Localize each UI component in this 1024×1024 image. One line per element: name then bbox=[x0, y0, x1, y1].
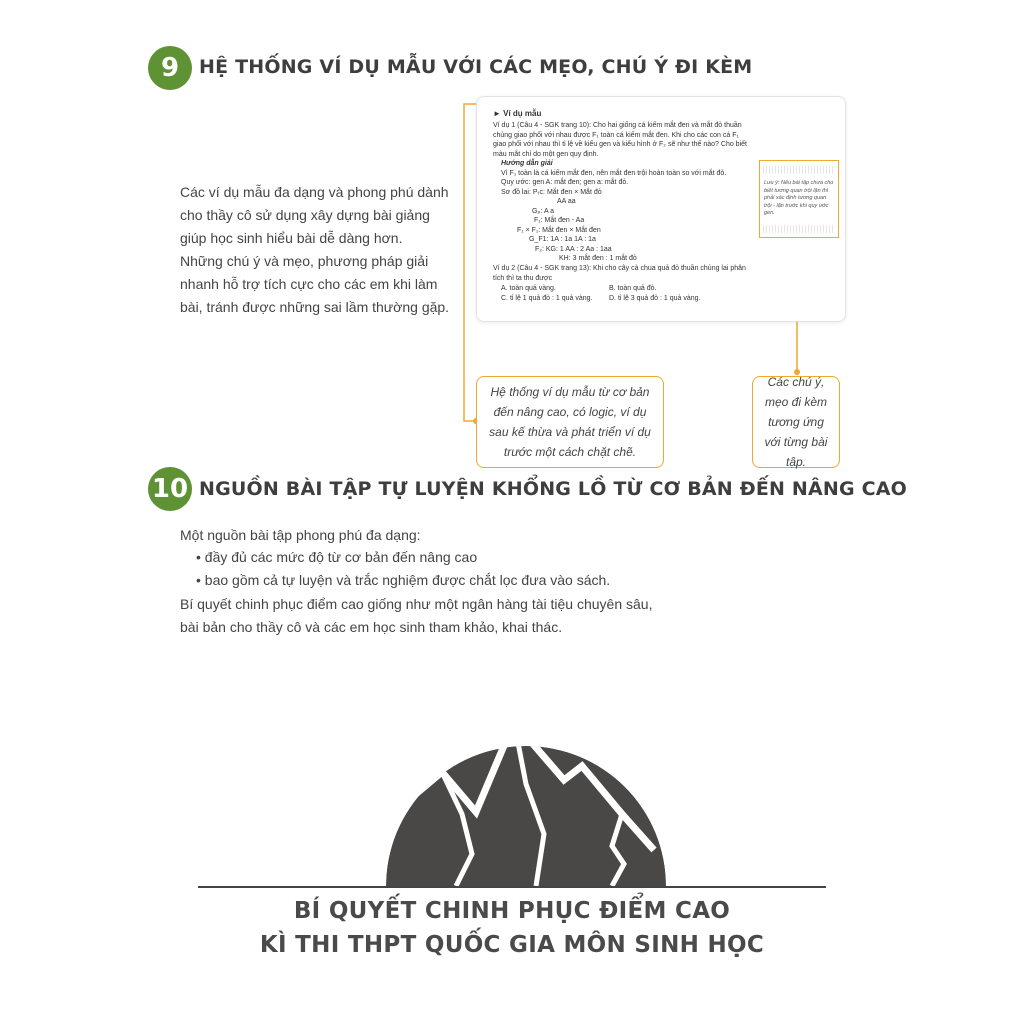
example-heading: ► Ví dụ mẫu bbox=[493, 109, 542, 118]
section-10-title: NGUỒN BÀI TẬP TỰ LUYỆN KHỔNG LỒ TỪ CƠ BẢN ĐẾN NÂNG CAO bbox=[199, 478, 908, 500]
example-line: AA aa bbox=[557, 198, 576, 205]
example-line: màu mắt chỉ do một gen quy định. bbox=[493, 150, 599, 158]
bullet-item: • đầy đủ các mức độ từ cơ bản đến nâng cao bbox=[196, 546, 610, 569]
paragraph-line: nhanh hỗ trợ tích cực cho các em khi làm bbox=[180, 276, 438, 292]
paragraph-line: Những chú ý và mẹo, phương pháp giải bbox=[180, 253, 429, 269]
example-line: F₁: Mắt đen - Aa bbox=[534, 217, 585, 224]
example-line: KH: 3 mắt đen : 1 mắt đỏ bbox=[559, 255, 637, 262]
answer-d: D. tỉ lệ 3 quả đỏ : 1 quả vàng. bbox=[609, 294, 701, 302]
example-line: Sơ đồ lai: Pₜc: Mắt đen × Mắt đỏ bbox=[501, 188, 602, 196]
example-line: Ví dụ 1 (Câu 4 - SGK trang 10): Cho hai giống cá kiếm mắt đen và mắt đỏ thuần bbox=[493, 122, 742, 129]
section-10-bullets bbox=[196, 546, 610, 592]
outro-line: Bí quyết chinh phục điểm cao giống như một ngân hàng tài tiệu chuyên sâu, bbox=[180, 596, 653, 612]
section-9-title: HỆ THỐNG VÍ DỤ MẪU VỚI CÁC MẸO, CHÚ Ý ĐI KÈM bbox=[199, 56, 753, 78]
answer-b: B. toàn quả đỏ. bbox=[609, 285, 657, 292]
example-line: F₂: KG: 1 AA : 2 Aa : 1aa bbox=[535, 245, 612, 253]
example-line: tích thì ta thu được bbox=[493, 274, 553, 282]
outro-line: bài bản cho thầy cô và các em học sinh tham khảo, khai thác. bbox=[180, 619, 563, 635]
example-line: G_F1: 1A : 1a 1A : 1a bbox=[529, 236, 596, 243]
bullet-item: • bao gồm cả tự luyện và trắc nghiệm được chắt lọc đưa vào sách. bbox=[196, 569, 610, 592]
section-10-outro bbox=[180, 593, 652, 639]
callout-tips: Các chú ý, mẹo đi kèm tương ứng với từng bài tập. bbox=[752, 376, 840, 468]
example-line: F₁ × F₁: Mắt đen × Mắt đen bbox=[517, 226, 601, 234]
section-10-intro: Một nguồn bài tập phong phú đa dạng: bbox=[180, 527, 421, 543]
answer-c: C. tỉ lệ 1 quả đỏ : 1 quả vàng. bbox=[501, 294, 593, 302]
section-10-number: 10 bbox=[151, 474, 189, 504]
example-line: Quy ước: gen A: mắt đen; gen a: mắt đỏ. bbox=[501, 179, 629, 186]
footer-title-line-2: KÌ THI THPT QUỐC GIA MÔN SINH HỌC bbox=[259, 932, 765, 958]
section-10-number-badge bbox=[148, 467, 192, 511]
example-line: Gₚ: A a bbox=[532, 207, 555, 215]
example-line: Ví dụ 2 (Câu 4 - SGK trang 13): Khi cho cây cà chua quả đỏ thuần chủng lai phân bbox=[493, 265, 746, 272]
example-line: Vì F₁ toàn là cá kiếm mắt đen, nên mắt đen trội hoàn toàn so với mắt đỏ. bbox=[501, 169, 727, 177]
tip-note-box bbox=[759, 160, 839, 238]
footer-title-line-1: BÍ QUYẾT CHINH PHỤC ĐIỂM CAO bbox=[293, 898, 731, 924]
callout-examples: Hệ thống ví dụ mẫu từ cơ bản đến nâng cao, có logic, ví dụ sau kế thừa và phát triển ví dụ trước một cách chặt chẽ. bbox=[476, 376, 664, 468]
paragraph-line: Các ví dụ mẫu đa dạng và phong phú dành bbox=[180, 184, 449, 200]
example-line: chủng giao phối với nhau được F₁ toàn cá kiếm mắt đen. Khi cho các con cá F₁ bbox=[493, 131, 739, 139]
tip-note-text: Lưu ý: Nếu bài tập chưa cho biết tương quan trội lặn thì phải xác định tương quan trội - lặn trước khi quy ước gen. bbox=[764, 180, 834, 216]
paragraph-line: bài, tránh được những sai lầm thường gặp. bbox=[180, 299, 450, 315]
paragraph-line: giúp học sinh hiểu bài dễ dàng hơn. bbox=[180, 230, 403, 246]
section-9-number: 9 bbox=[160, 53, 180, 83]
note-pattern-top bbox=[763, 166, 835, 174]
example-line: giao phối với nhau thì tỉ lệ về kiểu gen và kiểu hình ở F₂ sẽ như thế nào? Cho biết bbox=[493, 141, 747, 148]
solution-heading: Hướng dẫn giải bbox=[501, 160, 553, 167]
answer-a: A. toàn quả vàng. bbox=[501, 285, 556, 292]
mountain-emblem-icon bbox=[386, 664, 666, 886]
footer-divider bbox=[198, 886, 826, 888]
note-pattern-bottom bbox=[763, 225, 835, 233]
paragraph-line: cho thầy cô sử dụng xây dựng bài giảng bbox=[180, 207, 430, 223]
